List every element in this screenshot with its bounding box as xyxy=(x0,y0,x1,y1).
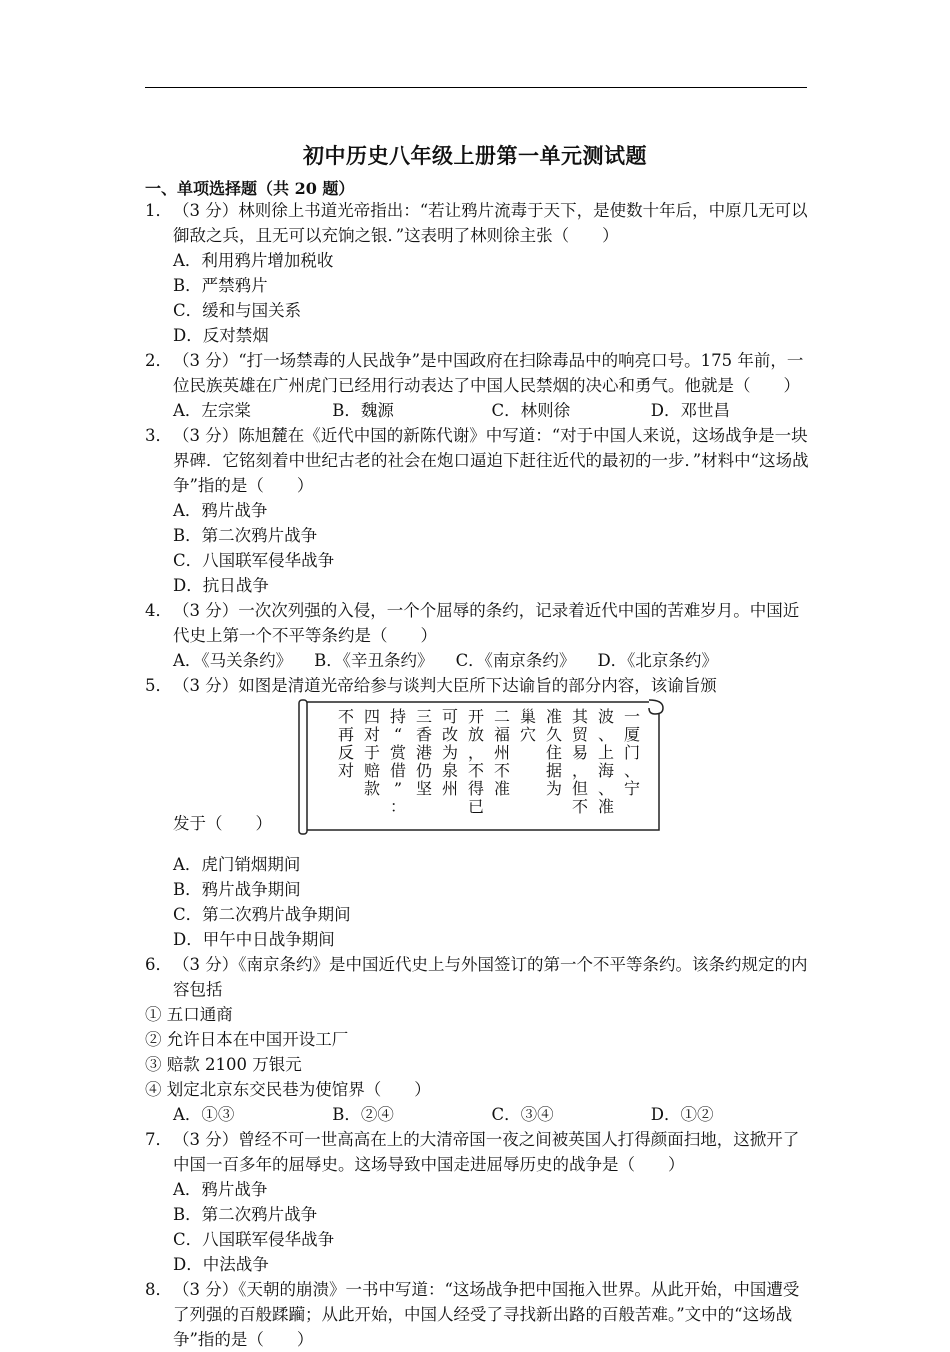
option-c[interactable]: C．《南京条约》 xyxy=(455,651,576,670)
option-c[interactable]: C．八国联军侵华战争 xyxy=(173,551,335,570)
option-d[interactable]: D．《北京条约》 xyxy=(597,651,718,670)
question-text: （3 分）《南京条约》是中国近代史上与外国签订的第一个不平等条约。该条约规定的内容包括 xyxy=(173,955,808,999)
option-b[interactable]: B．魏源 xyxy=(332,401,394,420)
question-number: 8． xyxy=(145,1280,172,1299)
header-rule xyxy=(145,87,807,88)
question-text: （3 分）《天朝的崩溃》一书中写道：“这场战争把中国拖入世界。从此开始，中国遭受了列强的百般蹂躏；从此开始，中国人经受了寻找新出路的百般苦难。”文中的“这场战争”指的是（ ） xyxy=(173,1280,800,1349)
question-6 xyxy=(145,952,810,1127)
option-d[interactable]: D．甲午中日战争期间 xyxy=(173,930,335,949)
scroll-text-column: 三香港仍坚 xyxy=(415,707,433,798)
option-c[interactable]: C．八国联军侵华战争 xyxy=(173,1230,335,1249)
scroll-text-column: 可改为泉州 xyxy=(441,707,459,798)
option-c[interactable]: C．林则徐 xyxy=(491,401,571,420)
question-1 xyxy=(145,198,810,348)
scroll-text-column: 一厦门、宁 xyxy=(623,707,641,798)
option-b[interactable]: B．严禁鸦片 xyxy=(173,276,268,295)
page-title: 初中历史八年级上册第一单元测试题 xyxy=(303,143,647,168)
option-a[interactable]: A．左宗棠 xyxy=(173,401,251,420)
statement-item: ③ 赔款 2100 万银元 xyxy=(145,1055,302,1074)
scroll-text-column: 开放，不得已 xyxy=(467,707,485,816)
figure-row xyxy=(173,698,810,848)
question-list xyxy=(145,198,810,1352)
scroll-curl-right xyxy=(649,700,663,714)
question-number: 1． xyxy=(145,201,172,220)
option-d[interactable]: D．邓世昌 xyxy=(650,401,730,420)
question-number: 7． xyxy=(145,1130,172,1149)
option-a[interactable]: A．虎门销烟期间 xyxy=(173,855,301,874)
option-c[interactable]: C．缓和与国关系 xyxy=(173,301,302,320)
question-8 xyxy=(145,1277,810,1352)
option-b[interactable]: B．《辛丑条约》 xyxy=(314,651,434,670)
section-heading: 一、单项选择题（共 20 题） xyxy=(145,179,355,198)
option-b[interactable]: B．第二次鸦片战争 xyxy=(173,526,318,545)
option-a[interactable]: A．利用鸦片增加税收 xyxy=(173,251,334,270)
question-number: 4． xyxy=(145,601,172,620)
option-a[interactable]: A．鸦片战争 xyxy=(173,501,268,520)
option-c[interactable]: C．第二次鸦片战争期间 xyxy=(173,905,351,924)
edict-scroll-image xyxy=(297,698,667,836)
question-text: （3 分）一次次列强的入侵，一个个屈辱的条约，记录着近代中国的苦难岁月。中国近代史上第一个不平等条约是（ ） xyxy=(173,601,800,645)
question-number: 3． xyxy=(145,426,172,445)
statement-item: ② 允许日本在中国开设工厂 xyxy=(145,1030,349,1049)
question-text-continued: 发于（ ） xyxy=(173,814,272,833)
question-number: 5． xyxy=(145,676,172,695)
question-text: （3 分）陈旭麓在《近代中国的新陈代谢》中写道：“对于中国人来说，这场战争是一块界碑．它铭刻着中世纪古老的社会在炮口逼迫下赶往近代的最初的一步．”材料中“这场战争”指的是（ ） xyxy=(173,426,809,495)
option-d[interactable]: D．抗日战争 xyxy=(173,576,269,595)
question-text: （3 分）林则徐上书道光帝指出：“若让鸦片流毒于天下，是使数十年后，中原几无可以御敌之兵，且无可以充饷之银．”这表明了林则徐主张（ ） xyxy=(173,201,808,245)
scroll-rod-left xyxy=(299,700,307,834)
option-d[interactable]: D．中法战争 xyxy=(173,1255,269,1274)
option-d[interactable]: D．①② xyxy=(650,1105,714,1124)
option-a[interactable]: A．鸦片战争 xyxy=(173,1180,268,1199)
question-text: （3 分）如图是清道光帝给参与谈判大臣所下达谕旨的部分内容，该谕旨颁 xyxy=(173,676,717,695)
option-b[interactable]: B．第二次鸦片战争 xyxy=(173,1205,318,1224)
question-4 xyxy=(145,598,810,673)
scroll-text-column: 其贸易，但不 xyxy=(571,707,589,816)
statement-item: ① 五口通商 xyxy=(145,1005,233,1024)
scroll-text-column: 二福州不准 xyxy=(493,707,511,798)
scroll-text-column: 波、上海、准 xyxy=(597,707,615,816)
option-b[interactable]: B．②④ xyxy=(332,1105,394,1124)
scroll-text-column: 持“赏借”： xyxy=(389,707,407,816)
option-b[interactable]: B．鸦片战争期间 xyxy=(173,880,301,899)
scroll-text-column: 不再反对 xyxy=(337,707,355,780)
scroll-text-column: 准久住据为 xyxy=(545,707,563,798)
option-a[interactable]: A．①③ xyxy=(173,1105,235,1124)
question-5 xyxy=(145,673,810,952)
question-number: 2． xyxy=(145,351,172,370)
scroll-text-column: 四对于赔款 xyxy=(363,707,381,798)
question-7 xyxy=(145,1127,810,1277)
scroll-text-column: 巢穴 xyxy=(519,707,537,744)
option-a[interactable]: A．《马关条约》 xyxy=(173,651,293,670)
question-text: （3 分）“打一场禁毒的人民战争”是中国政府在扫除毒品中的响亮口号。175 年前，一位民族英雄在广州虎门已经用行动表达了中国人民禁烟的决心和勇气。他就是（ ） xyxy=(173,351,804,395)
statement-item: ④ 划定北京东交民巷为使馆界（ ） xyxy=(145,1080,431,1099)
question-number: 6． xyxy=(145,955,172,974)
question-3 xyxy=(145,423,810,598)
option-c[interactable]: C．③④ xyxy=(491,1105,554,1124)
question-text: （3 分）曾经不可一世高高在上的大清帝国一夜之间被英国人打得颜面扫地，这掀开了中国一百多年的屈辱史。这场导致中国走进屈辱历史的战争是（ ） xyxy=(173,1130,800,1174)
question-2 xyxy=(145,348,810,423)
option-d[interactable]: D．反对禁烟 xyxy=(173,326,269,345)
